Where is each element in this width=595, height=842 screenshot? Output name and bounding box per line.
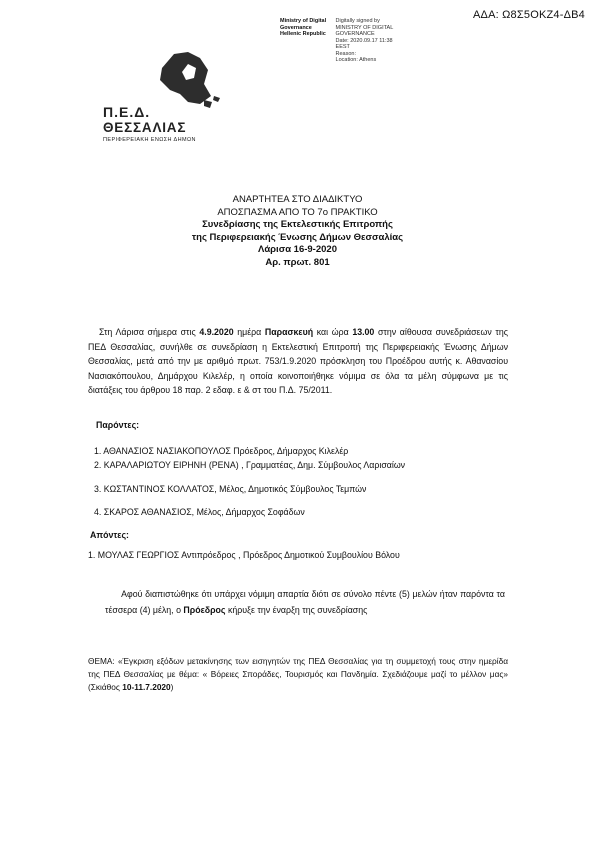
thessaly-map-logo-icon <box>96 50 226 150</box>
signature-issuer: Ministry of Digital Governance Hellenic Republic <box>280 18 327 37</box>
header-line-date: Λάρισα 16-9-2020 <box>258 244 337 255</box>
logo-thessalias-text: ΘΕΣΣΑΛΙΑΣ <box>103 120 187 135</box>
present-title: Παρόντες: <box>96 420 140 430</box>
present-item-3: 3. ΚΩΣΤΑΝΤΙΝΟΣ ΚΟΛΛΑΤΟΣ, Μέλος, Δημοτικός Σύμβουλος Τεμπών <box>94 484 367 494</box>
present-item-2: 2. ΚΑΡΑΛΑΡΙΩΤΟΥ ΕΙΡΗΝΗ (ΡΕΝΑ) , Γραμματέας, Δημ. Σύμβουλος Λαρισαίων <box>94 460 406 470</box>
header-line-posting: ΑΝΑΡΤΗΤΕΑ ΣΤΟ ΔΙΑΔΙΚΤΥΟ <box>232 194 363 205</box>
subject-paragraph: ΘΕΜΑ: «Έγκριση εξόδων μετακίνησης των εισηγητών της ΠΕΔ Θεσσαλίας για τη συμμετοχή τους στην ημερίδα της ΠΕΔ Θεσσαλίας με θέμα: « Βόρειες Σποράδες, Τουρισμός και Πανδημία. Σχεδιάζουμε μαζί το μέλλον μας» (Σκιάθος 10-11.7.2020) <box>88 656 508 692</box>
digital-signature <box>280 18 406 64</box>
present-item-4: 4. ΣΚΑΡΟΣ ΑΘΑΝΑΣΙΟΣ, Μέλος, Δήμαρχος Σοφάδων <box>94 507 305 517</box>
absent-title: Απόντες: <box>90 530 129 540</box>
header-line-session: Συνεδρίασης της Εκτελεστικής Επιτροπής <box>202 219 393 230</box>
document-header <box>0 194 595 269</box>
signature-details: Digitally signed by MINISTRY OF DIGITAL GOVERNANCE Date: 2020.09.17 11:38 EEST Reason: Location: Athens <box>335 18 394 63</box>
ada-code: ΑΔΑ: Ω8Σ5ΟΚΖ4-ΔΒ4 <box>473 9 585 21</box>
header-line-union: της Περιφερειακής Ένωσης Δήμων Θεσσαλίας <box>191 231 404 243</box>
header-line-protocol: Αρ. πρωτ. 801 <box>265 256 330 268</box>
logo-ped-text: Π.Ε.Δ. <box>103 104 151 120</box>
closing-paragraph: Αφού διαπιστώθηκε ότι υπάρχει νόμιμη απαρτία διότι σε σύνολο πέντε (5) μελών ήταν παρόντα τα τέσσερα (4) μέλη, ο Πρόεδρος κήρυξε την έναρξη της συνεδρίασης <box>105 589 505 615</box>
intro-paragraph: Στη Λάρισα σήμερα στις 4.9.2020 ημέρα Παρασκευή και ώρα 13.00 στην αίθουσα συνεδριάσεων της ΠΕΔ Θεσσαλίας, συνήλθε σε συνεδρίαση η Εκτελεστική Επιτροπή της Περιφερειακής Ένωσης Δήμων Θεσσαλίας, μετά από την με αριθμό πρωτ. 753/1.9.2020 πρόσκληση του Προέδρου αυτής κ. Αθανασίου Νασιακόπουλου, Δημάρχου Κιλελέρ, η οποία κοινοποιήθηκε νόμιμα σε όλα τα μέλη σύμφωνα με τις διατάξεις του άρθρου 18 παρ. 2 εδαφ. ε & στ του Π.Δ. 75/2011. <box>88 327 508 395</box>
present-item-1: 1. ΑΘΑΝΑΣΙΟΣ ΝΑΣΙΑΚΟΠΟΥΛΟΣ Πρόεδρος, Δήμαρχος Κιλελέρ <box>94 446 349 456</box>
header-line-excerpt: ΑΠΟΣΠΑΣΜΑ ΑΠΟ ΤΟ 7ο ΠΡΑΚΤΙΚΟ <box>217 206 378 218</box>
absent-item-1: 1. ΜΟΥΛΑΣ ΓΕΩΡΓΙΟΣ Αντιπρόεδρος , Πρόεδρος Δημοτικού Συμβουλίου Βόλου <box>88 550 400 560</box>
logo-subtitle: ΠΕΡΙΦΕΡΕΙΑΚΗ ΕΝΩΣΗ ΔΗΜΩΝ <box>103 137 196 143</box>
